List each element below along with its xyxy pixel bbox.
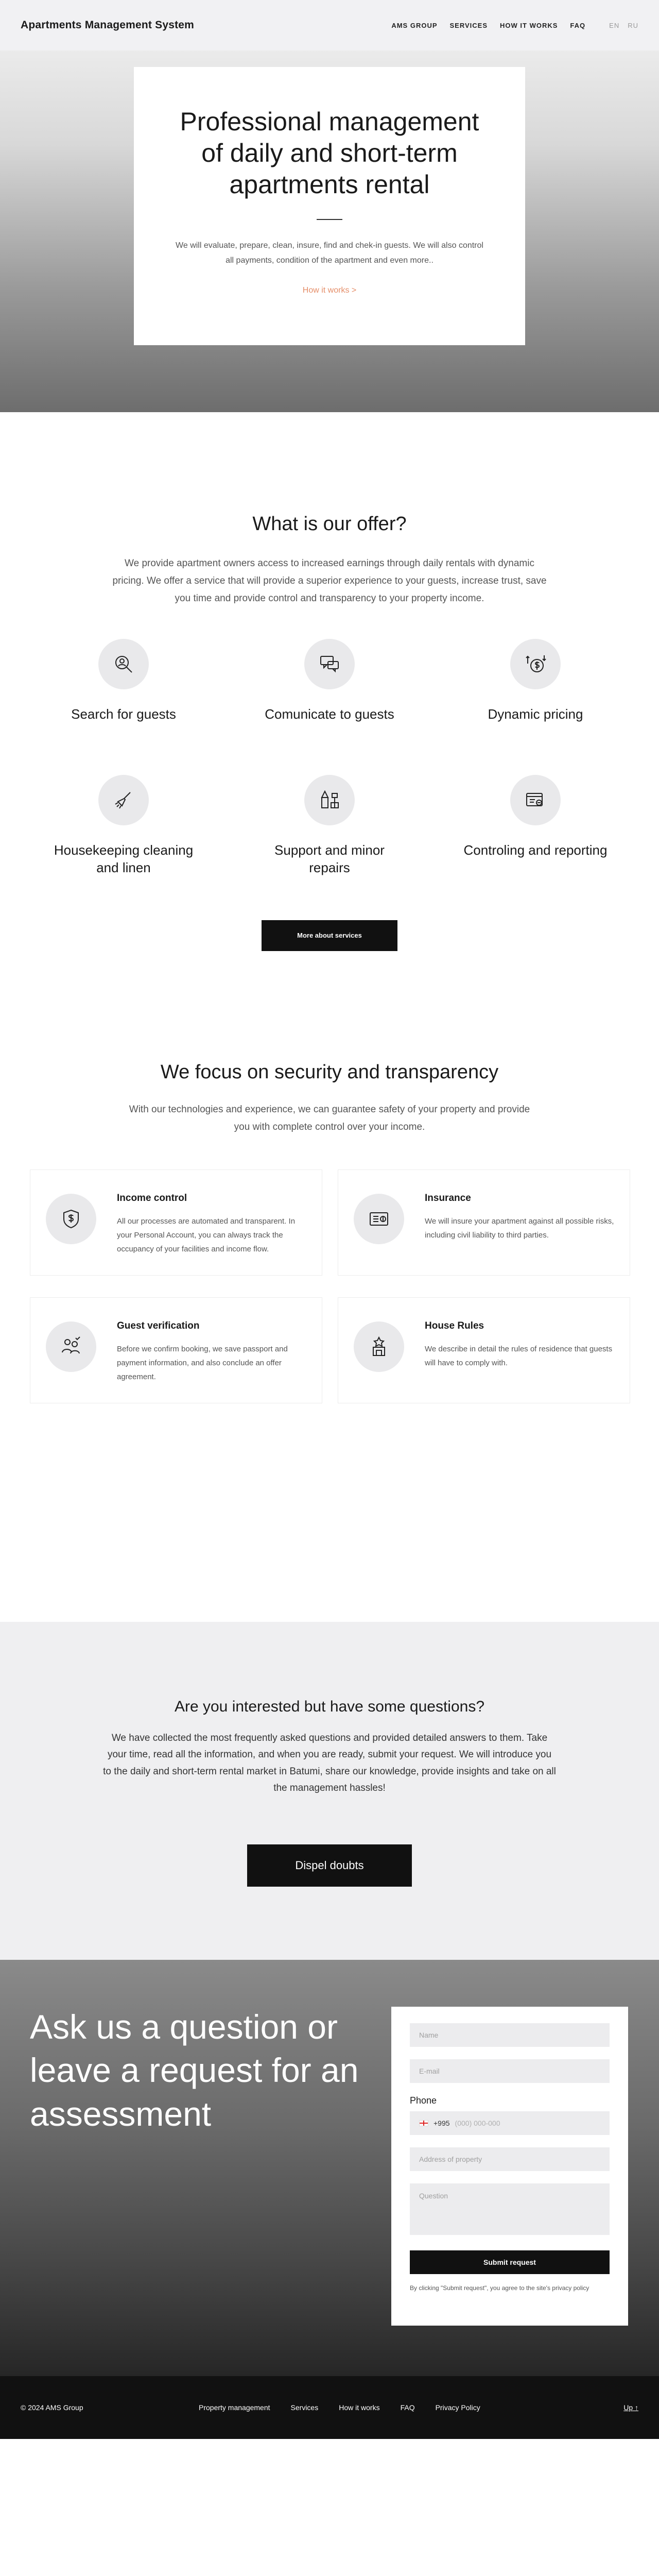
offer-lead: We provide apartment owners access to increased earnings through daily rentals with dynamic pricing. We offer a service that will provide a superior experience to your guests, increase trust, save you time and provide control and transparency to your property income. bbox=[112, 558, 547, 604]
footer-link-faq[interactable]: FAQ bbox=[400, 2403, 415, 2412]
email-input[interactable] bbox=[410, 2059, 610, 2083]
feature-card-house-rules bbox=[338, 1297, 630, 1403]
main-nav bbox=[391, 22, 585, 29]
nav-faq[interactable]: FAQ bbox=[570, 21, 586, 29]
house-rules-icon bbox=[354, 1321, 404, 1372]
service-label: Comunicate to guests bbox=[265, 706, 394, 722]
search-person-icon bbox=[98, 639, 149, 689]
footer-link-privacy-policy[interactable]: Privacy Policy bbox=[435, 2403, 480, 2412]
lang-ru[interactable]: RU bbox=[628, 21, 638, 29]
feature-card-insurance bbox=[338, 1170, 630, 1276]
dynamic-price-icon bbox=[510, 639, 561, 689]
footer-link-property-management[interactable]: Property management bbox=[199, 2403, 270, 2412]
service-communicate bbox=[257, 639, 402, 723]
repair-tools-icon bbox=[304, 775, 355, 825]
service-controlling-reporting bbox=[463, 775, 608, 859]
privacy-disclaimer: By clicking "Submit request", you agree to the site's privacy policy bbox=[410, 2284, 589, 2292]
name-input[interactable] bbox=[410, 2023, 610, 2047]
faq-promo-title: Are you interested but have some questions? bbox=[174, 1698, 485, 1715]
card-title: House Rules bbox=[425, 1320, 484, 1331]
faq-promo-text: We have collected the most frequently asked questions and provided detailed answers to them. Take your time, read all the information, and when you are ready, submit your request. We will introduce you to the daily and short-term rental market in Batumi, share our knowledge, provide insights and take on all the management hassles! bbox=[103, 1733, 556, 1793]
footer-link-services[interactable]: Services bbox=[290, 2403, 319, 2412]
service-dynamic-pricing bbox=[463, 639, 608, 723]
service-label: Housekeeping cleaning and linen bbox=[54, 842, 194, 875]
security-section bbox=[0, 1004, 659, 1622]
hero-divider bbox=[317, 219, 342, 220]
security-title: We focus on security and transparency bbox=[160, 1061, 499, 1083]
card-text: We will insure your apartment against all possible risks, including civil liability to third parties. bbox=[425, 1217, 614, 1240]
site-footer bbox=[0, 2376, 659, 2439]
footer-nav bbox=[199, 2403, 480, 2412]
hero-text: We will evaluate, prepare, clean, insure, find and chek-in guests. We will also control all payments, condition of the apartment and even more.. bbox=[176, 241, 483, 265]
request-section bbox=[0, 1960, 659, 2376]
offer-title: What is our offer? bbox=[252, 513, 407, 535]
dispel-doubts-button[interactable]: Dispel doubts bbox=[247, 1844, 412, 1887]
service-housekeeping bbox=[51, 775, 196, 877]
service-support-repairs bbox=[257, 775, 402, 877]
feature-card-guest-verification bbox=[30, 1297, 322, 1403]
footer-link-how-it-works[interactable]: How it works bbox=[339, 2403, 380, 2412]
language-switcher bbox=[609, 22, 638, 29]
question-textarea[interactable] bbox=[410, 2183, 610, 2235]
scroll-up-link[interactable]: Up ↑ bbox=[623, 2403, 638, 2412]
card-title: Insurance bbox=[425, 1193, 471, 1204]
card-text: Before we confirm booking, we save passport and payment information, and also conclude an offer agreement. bbox=[117, 1345, 288, 1381]
feature-card-income-control bbox=[30, 1170, 322, 1276]
phone-label: Phone bbox=[410, 2095, 437, 2106]
hero-card bbox=[134, 67, 525, 345]
service-label: Search for guests bbox=[71, 706, 176, 722]
guests-verification-icon bbox=[46, 1321, 96, 1372]
chat-icon bbox=[304, 639, 355, 689]
lang-en[interactable]: EN bbox=[609, 21, 620, 29]
phone-country-code: +995 bbox=[433, 2119, 450, 2127]
service-label: Support and minor repairs bbox=[274, 842, 385, 875]
card-text: All our processes are automated and transparent. In your Personal Account, you can always track the occupancy of your facilities and income flow. bbox=[117, 1217, 296, 1253]
hero-title: Professional management of daily and short-term apartments rental bbox=[180, 107, 479, 199]
site-logo[interactable]: Apartments Management System bbox=[21, 19, 195, 31]
hero-section bbox=[0, 0, 659, 412]
insurance-document-icon bbox=[354, 1194, 404, 1244]
service-search-guests bbox=[51, 639, 196, 723]
more-about-services-button[interactable]: More about services bbox=[262, 920, 397, 951]
report-icon bbox=[510, 775, 561, 825]
card-title: Income control bbox=[117, 1193, 187, 1204]
security-lead: With our technologies and experience, we can guarantee safety of your property and provide you with complete control over your income. bbox=[129, 1104, 530, 1133]
nav-how-it-works[interactable]: HOW IT WORKS bbox=[500, 21, 558, 29]
address-input[interactable] bbox=[410, 2147, 610, 2171]
request-title: Ask us a question or leave a request for an assessment bbox=[30, 2008, 359, 2133]
card-text: We describe in detail the rules of residence that guests will have to comply with. bbox=[425, 1345, 613, 1367]
nav-ams-group[interactable]: AMS GROUP bbox=[391, 21, 438, 29]
faq-promo-section bbox=[0, 1622, 659, 1960]
phone-input[interactable] bbox=[410, 2111, 610, 2135]
offer-section bbox=[0, 412, 659, 1004]
request-form bbox=[391, 2007, 628, 2326]
georgia-flag-icon[interactable] bbox=[419, 2120, 428, 2126]
card-title: Guest verification bbox=[117, 1320, 200, 1331]
service-label: Dynamic pricing bbox=[488, 706, 583, 722]
how-it-works-link[interactable]: How it works > bbox=[302, 285, 357, 295]
nav-services[interactable]: SERVICES bbox=[449, 21, 488, 29]
copyright: © 2024 AMS Group bbox=[21, 2403, 83, 2412]
site-header bbox=[0, 0, 659, 50]
cleaning-icon bbox=[98, 775, 149, 825]
phone-placeholder: (000) 000-000 bbox=[455, 2119, 500, 2127]
submit-request-button[interactable]: Submit request bbox=[410, 2250, 610, 2274]
service-label: Controling and reporting bbox=[463, 842, 608, 858]
dollar-shield-icon bbox=[46, 1194, 96, 1244]
